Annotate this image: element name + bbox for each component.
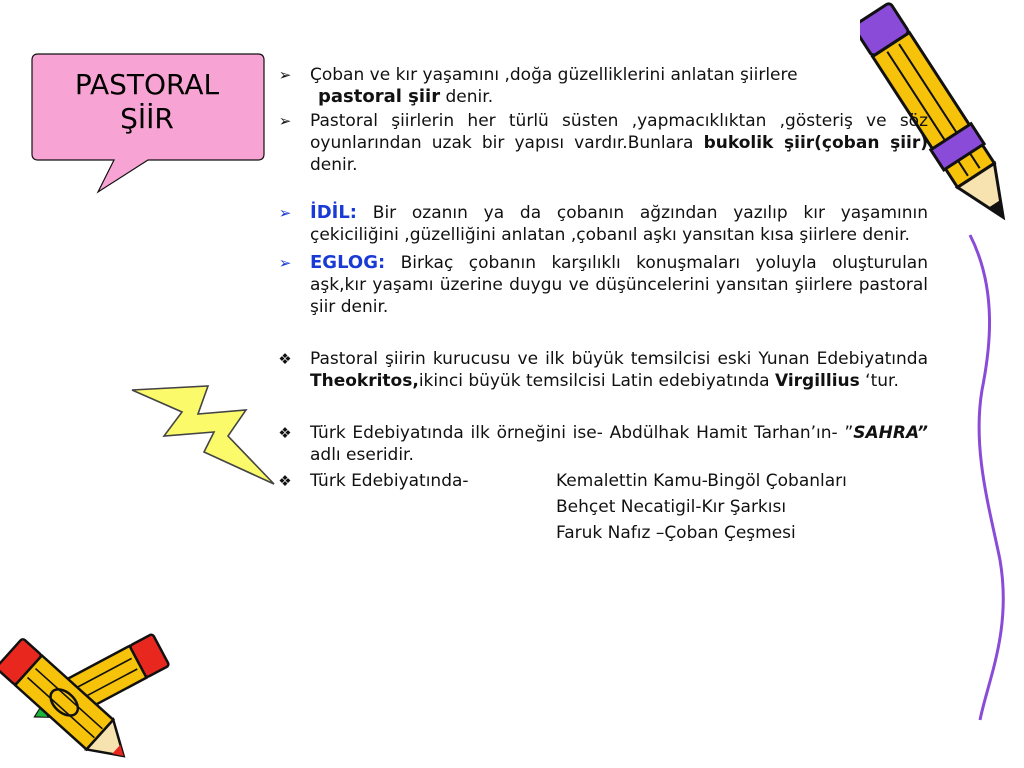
bold-title: SAHRA” — [853, 423, 928, 443]
bold-name: Theokritos, — [310, 371, 419, 391]
bold-name: Virgillius — [774, 371, 860, 391]
paragraph-text: Pastoral şiirlerin her türlü süsten ,yapmacıklıktan ,gösteriş ve söz oyunlarından uzak bir yapısı vardır.Bunlara — [310, 111, 928, 153]
bold-term: bukolik şiir(çoban şiir) — [703, 133, 928, 153]
title-line-2: ŞİİR — [120, 102, 174, 135]
example-work: Kemalettin Kamu-Bingöl Çobanları — [556, 471, 847, 491]
paragraph-text: Bir ozanın ya da çobanın ağzından yazılıp kır yaşamının çekiciliğini ,güzelliğini anlatan ,çobanıl aşkı yansıtan kısa şiirlere denir. — [310, 203, 928, 245]
page-title — [42, 68, 252, 136]
list-item — [272, 470, 928, 492]
paragraph-text: ikinci büyük temsilcisi Latin edebiyatında — [418, 371, 775, 391]
paragraph-text: Çoban ve kır yaşamını ,doğa güzelliklerini anlatan şiirlere — [310, 65, 798, 85]
arrow-bullet-icon: ➢ — [278, 112, 292, 130]
examples-label: Türk Edebiyatında- — [310, 471, 469, 491]
list-item — [272, 110, 928, 176]
example-work: Faruk Nafız –Çoban Çeşmesi — [556, 523, 796, 543]
title-callout — [28, 50, 268, 200]
list-item — [272, 252, 928, 318]
paragraph-text: Birkaç çobanın karşılıklı konuşmaları yoluyla oluşturulan aşk,kır yaşamı üzerine duygu ve düşüncelerini yansıtan şiirlere pastoral şiir denir. — [310, 253, 928, 317]
paragraph-text: Pastoral şiirin kurucusu ve ilk büyük temsilcisi eski Yunan Edebiyatında — [310, 349, 928, 369]
diamond-bullet-icon: ❖ — [278, 424, 292, 442]
bold-term: pastoral şiir — [318, 86, 441, 107]
pencils-icon — [0, 615, 200, 765]
paragraph-text: denir. — [310, 155, 358, 175]
paragraph-text: ‘tur. — [859, 371, 899, 391]
keyword-idil: İDİL: — [310, 202, 358, 223]
paragraph-text: adlı eseridir. — [310, 445, 414, 465]
arrow-bullet-icon: ➢ — [278, 66, 292, 84]
paragraph-continuation — [272, 86, 928, 108]
list-item — [272, 202, 928, 246]
paragraph-text: Türk Edebiyatında ilk örneğini ise- Abdülhak Hamit Tarhan’ın- ” — [310, 423, 854, 443]
decorative-curve — [960, 230, 1020, 730]
lightning-bolt-icon — [128, 380, 278, 490]
list-item — [272, 422, 928, 466]
diamond-bullet-icon: ❖ — [278, 350, 292, 368]
list-item — [272, 64, 928, 86]
paragraph-text: denir. — [440, 87, 494, 107]
arrow-bullet-icon: ➢ — [278, 254, 292, 272]
slide-body — [272, 64, 928, 544]
list-item — [272, 348, 928, 392]
keyword-eglog: EGLOG: — [310, 252, 386, 273]
example-work: Behçet Necatigil-Kır Şarkısı — [556, 497, 787, 517]
arrow-bullet-icon: ➢ — [278, 204, 292, 222]
title-line-1: PASTORAL — [74, 68, 220, 101]
diamond-bullet-icon: ❖ — [278, 472, 292, 490]
